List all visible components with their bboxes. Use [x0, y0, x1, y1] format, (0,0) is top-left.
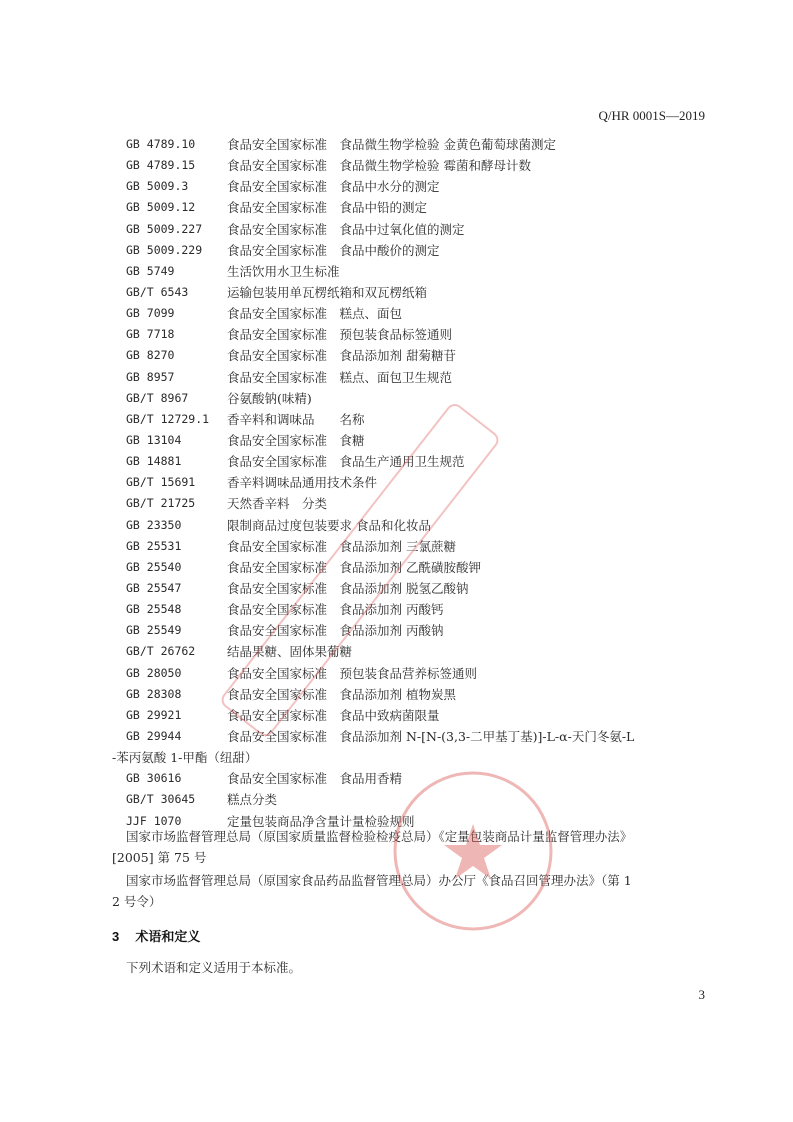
- document-code: Q/HR 0001S—2019: [598, 108, 705, 123]
- reference-row: [126, 176, 716, 197]
- reference-row: [126, 134, 716, 155]
- reference-row: [126, 303, 716, 324]
- reference-row: [126, 684, 716, 705]
- reference-title: 食品安全国家标准 食品添加剂 植物炭黑: [227, 686, 456, 702]
- reference-row: [126, 197, 716, 218]
- regulation-2: [112, 870, 712, 912]
- reference-row: [126, 599, 716, 620]
- reference-code: GB 4789.10: [126, 137, 196, 151]
- reference-code: GB 30616: [126, 771, 182, 786]
- reference-row: [126, 726, 716, 747]
- reference-title: 结晶果糖、固体果葡糖: [227, 644, 353, 660]
- reference-title: 食品安全国家标准 食品中水分的测定: [227, 179, 440, 195]
- reference-code: GB 14881: [126, 454, 182, 469]
- reference-code: GB/T 26762: [126, 644, 196, 659]
- reference-title: 食品安全国家标准 食品添加剂 甜菊糖苷: [227, 348, 456, 364]
- reference-code: GB/T 12729.1: [126, 411, 210, 426]
- reference-row: [126, 409, 716, 430]
- regulation-1: [112, 826, 712, 868]
- reference-title: 食品安全国家标准 食品生产通用卫生规范: [227, 454, 465, 470]
- reference-row: [126, 324, 716, 345]
- reference-code: GB 8270: [126, 348, 175, 363]
- reference-code: GB 28050: [126, 665, 182, 680]
- reference-title: 糕点分类: [227, 792, 278, 808]
- reference-title: 天然香辛料 分类: [227, 496, 328, 512]
- reference-code: GB/T 6543: [126, 284, 189, 299]
- reference-title: 食品安全国家标准 预包装食品标签通则: [227, 327, 453, 343]
- reference-row: [126, 155, 716, 176]
- normative-references-list: [112, 134, 716, 832]
- reference-code: GB 5009.227: [126, 221, 203, 236]
- reference-code: GB 29944: [126, 728, 182, 743]
- reference-row: [126, 557, 716, 578]
- reference-code: JJF 1070: [126, 813, 182, 828]
- page-number: 3: [698, 987, 705, 1002]
- reference-title: 食品安全国家标准 食品中过氧化值的测定: [227, 221, 465, 237]
- reference-row: [126, 345, 716, 366]
- reference-title: 食品安全国家标准 食品添加剂 乙酰磺胺酸钾: [227, 559, 481, 575]
- reference-code: GB 4789.15: [126, 158, 196, 173]
- reference-code: GB/T 15691: [126, 475, 196, 490]
- regulation-2-line-1: 国家市场监督管理总局（原国家食品药品监督管理总局）办公厅《食品召回管理办法》（第 1: [126, 873, 632, 888]
- reference-title: 食品安全国家标准 糕点、面包卫生规范: [227, 369, 453, 385]
- reference-title: 食品安全国家标准 食品用香精: [227, 771, 403, 787]
- reference-row: [126, 768, 716, 789]
- reference-row: [126, 536, 716, 557]
- reference-title: 食品安全国家标准 食品添加剂 脱氢乙酸钠: [227, 580, 469, 596]
- reference-code: GB 25549: [126, 623, 182, 638]
- section-number: 3: [112, 929, 120, 944]
- regulation-1-line-1: 国家市场监督管理总局（原国家质量监督检验检疫总局）《定量包装商品计量监督管理办法》: [126, 829, 633, 844]
- reference-row: [126, 515, 716, 536]
- regulation-1-line-2: [2005] 第 75 号: [112, 850, 207, 865]
- reference-title: 食品安全国家标准 食品中铅的测定: [227, 200, 428, 216]
- reference-code: GB 7099: [126, 306, 175, 321]
- reference-row: [126, 430, 716, 451]
- reference-row: [126, 240, 716, 261]
- reference-code: GB/T 21725: [126, 496, 196, 511]
- reference-title: 食品安全国家标准 糕点、面包: [227, 306, 403, 322]
- reference-title: 食品安全国家标准 食品添加剂 丙酸钙: [227, 602, 444, 618]
- reference-title: 食品安全国家标准 食品添加剂 丙酸钠: [227, 623, 444, 639]
- reference-title: 食品安全国家标准 食品微生物学检验 金黄色葡萄球菌测定: [227, 137, 556, 152]
- reference-code: GB 28308: [126, 686, 182, 701]
- reference-code: GB 25540: [126, 559, 182, 574]
- reference-row: [126, 620, 716, 641]
- reference-title: 香辛料和调味品 名称: [227, 411, 365, 427]
- reference-title: 食品安全国家标准 食品添加剂 三氯蔗糖: [227, 538, 456, 554]
- reference-title: 食品安全国家标准 食品微生物学检验 霉菌和酵母计数: [227, 158, 531, 174]
- reference-row: [126, 663, 716, 684]
- reference-title: 运输包装用单瓦楞纸箱和双瓦楞纸箱: [227, 284, 428, 300]
- reference-code: GB 8957: [126, 369, 175, 384]
- reference-title: 食品安全国家标准 预包装食品营养标签通则: [227, 665, 478, 681]
- reference-row: [126, 367, 716, 388]
- reference-row: [126, 705, 716, 726]
- reference-code: GB 5749: [126, 263, 175, 278]
- reference-row: [126, 282, 716, 303]
- reference-row: [126, 261, 716, 282]
- reference-title: 限制商品过度包装要求 食品和化妆品: [227, 517, 431, 533]
- reference-code: GB 7718: [126, 327, 175, 342]
- reference-row: [126, 219, 716, 240]
- reference-code: GB 5009.3: [126, 179, 189, 194]
- reference-title: 定量包装商品净含量计量检验规则: [227, 813, 415, 829]
- reference-code: GB/T 30645: [126, 792, 196, 807]
- reference-continuation: -苯丙氨酸 1-甲酯（纽甜）: [112, 750, 258, 766]
- reference-code: GB 25531: [126, 538, 182, 553]
- reference-code: GB 5009.12: [126, 200, 196, 215]
- reference-row: [126, 493, 716, 514]
- reference-code: GB 25547: [126, 580, 182, 595]
- reference-title: 生活饮用水卫生标准: [227, 263, 340, 279]
- section-title: 术语和定义: [135, 930, 201, 945]
- reference-code: GB/T 8967: [126, 390, 189, 405]
- reference-code: GB 5009.229: [126, 242, 203, 257]
- reference-row: [126, 789, 716, 810]
- regulation-2-line-2: 2 号令）: [112, 894, 162, 909]
- reference-title: 香辛料调味品通用技术条件: [227, 475, 378, 491]
- reference-row: [126, 451, 716, 472]
- reference-row: [126, 578, 716, 599]
- reference-title: 谷氨酸钠(味精): [227, 390, 312, 406]
- reference-title: 食品安全国家标准 食品添加剂 N-[N-(3,3-二甲基丁基)]-L-α-天门冬氨-L: [227, 728, 635, 744]
- reference-row: [126, 641, 716, 662]
- reference-row: [126, 472, 716, 493]
- section-heading: [112, 926, 200, 945]
- reference-code: GB 29921: [126, 707, 182, 722]
- reference-title: 食品安全国家标准 食品中致病菌限量: [227, 707, 440, 723]
- reference-row: [126, 388, 716, 409]
- reference-code: GB 13104: [126, 432, 182, 447]
- reference-code: GB 23350: [126, 517, 182, 532]
- reference-title: 食品安全国家标准 食糖: [227, 432, 365, 448]
- reference-code: GB 25548: [126, 602, 182, 617]
- section-text: 下列术语和定义适用于本标准。: [126, 960, 302, 975]
- reference-title: 食品安全国家标准 食品中酸价的测定: [227, 242, 440, 258]
